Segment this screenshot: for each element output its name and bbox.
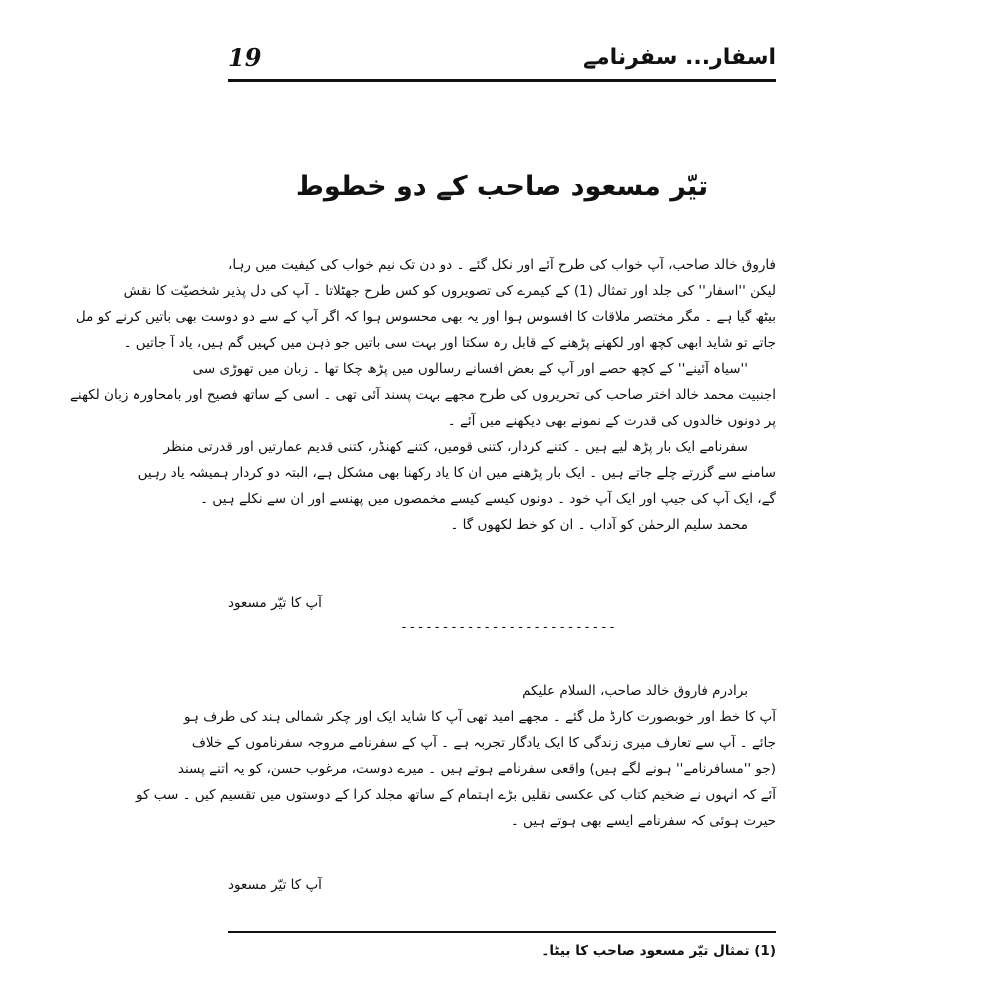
letter-1-line: سفرنامے ایک بار پڑھ لیے ہیں ۔ کتنے کردار، کتنی قومیں، کتنے کھنڈر، کتنی قدیم عمارتیں اور قدرتی منظر bbox=[163, 439, 748, 455]
letter-separator: -------------------------- bbox=[400, 620, 617, 635]
letter-1-line: گے، ایک آپ کی جیپ اور ایک آپ خود ۔ دونوں کیسے کیسے مخمصوں میں پھنسے اور ان سے نکلے ہیں ۔ bbox=[200, 491, 776, 507]
letter-1-line: لیکن ''اسفار'' کی جلد اور تمثال (1) کے کیمرے کی تصویروں کو کس طرح جھٹلاتا ۔ آپ کی دل پذیر شخصیّت کا نقش bbox=[123, 283, 776, 299]
letter-1-line: اجنبیت محمد خالد اختر صاحب کی تحریروں کی طرح مجھے بہت پسند آئی تھی ۔ اسی کے ساتھ فصیح اور بامحاورہ زبان لکھنے bbox=[69, 387, 776, 403]
letter-1-line: ''سیاہ آئینے'' کے کچھ حصے اور آپ کے بعض افسانے رسالوں میں پڑھ چکا تھا ۔ زبان میں تھوڑی سی bbox=[192, 361, 748, 377]
letter-2-line: (جو ''مسافرنامے'' ہونے لگے ہیں) واقعی سفرنامے ہوتے ہیں ۔ میرے دوست، مرغوب حسن، کو یہ اتنے پسند bbox=[177, 761, 776, 777]
letter-2-line: آئے کہ انہوں نے ضخیم کتاب کی عکسی نقلیں بڑے اہتمام کے ساتھ مجلد کرا کے دوستوں میں تقسیم کیں ۔ سب کو bbox=[136, 787, 776, 803]
letter-1-line: سامنے سے گزرتے چلے جاتے ہیں ۔ ایک بار پڑھنے میں ان کا یاد رکھنا بھی مشکل ہے، البتہ دو کردار ہمیشہ یاد رہیں bbox=[137, 465, 776, 481]
letter-1-line: فاروق خالد صاحب، آپ خواب کی طرح آئے اور نکل گئے ۔ دو دن تک نیم خواب کی کیفیت میں رہا، bbox=[228, 257, 776, 273]
footnote-rule bbox=[228, 931, 776, 933]
letter-1-signature: آپ کا تیّر مسعود bbox=[228, 595, 322, 611]
letter-1-line: محمد سلیم الرحمٰن کو آداب ۔ ان کو خط لکھوں گا ۔ bbox=[450, 517, 748, 533]
header-rule bbox=[228, 79, 776, 82]
letter-2-body bbox=[136, 678, 776, 834]
running-head: اسفار... سفرنامے bbox=[583, 45, 776, 70]
letter-1-line: پر دونوں خالدوں کی قدرت کے نمونے بھی دیکھنے میں آئے ۔ bbox=[447, 413, 776, 429]
chapter-title: تیّر مسعود صاحب کے دو خطوط bbox=[295, 171, 709, 202]
letter-1-line: جاتے تو شاید ابھی کچھ اور لکھنے پڑھنے کے قابل رہ سکتا اور بہت سی باتیں جو ذہن میں کہیں گم ہیں، یاد آ جاتیں ۔ bbox=[123, 335, 776, 351]
letter-1-line: بیٹھ گیا ہے ۔ مگر مختصر ملاقات کا افسوس ہوا اور یہ بھی محسوس ہوا کہ اگر آپ کے سے دو دوست بھی باتیں کرنے کو مل bbox=[75, 309, 776, 325]
footnote: (1) تمثال تیّر مسعود صاحب کا بیٹا۔ bbox=[541, 943, 776, 959]
letter-2-salutation: برادرم فاروق خالد صاحب، السلام علیکم bbox=[522, 683, 748, 699]
page-number: 19 bbox=[228, 43, 262, 72]
letter-2-line: حیرت ہوئی کہ سفرنامے ایسے بھی ہوتے ہیں ۔ bbox=[510, 813, 776, 829]
letter-2-signature: آپ کا تیّر مسعود bbox=[228, 877, 322, 893]
letter-2-line: آپ کا خط اور خوبصورت کارڈ مل گئے ۔ مجھے امید تھی آپ کا شاید ایک اور چکر شمالی ہند کی طرف ہو bbox=[184, 709, 776, 725]
letter-1-body bbox=[69, 252, 776, 538]
letter-2-line: جائے ۔ آپ سے تعارف میری زندگی کا ایک یادگار تجربہ ہے ۔ آپ کے سفرنامے مروجہ سفرناموں کے خلاف bbox=[191, 735, 776, 751]
page-header bbox=[228, 40, 776, 76]
